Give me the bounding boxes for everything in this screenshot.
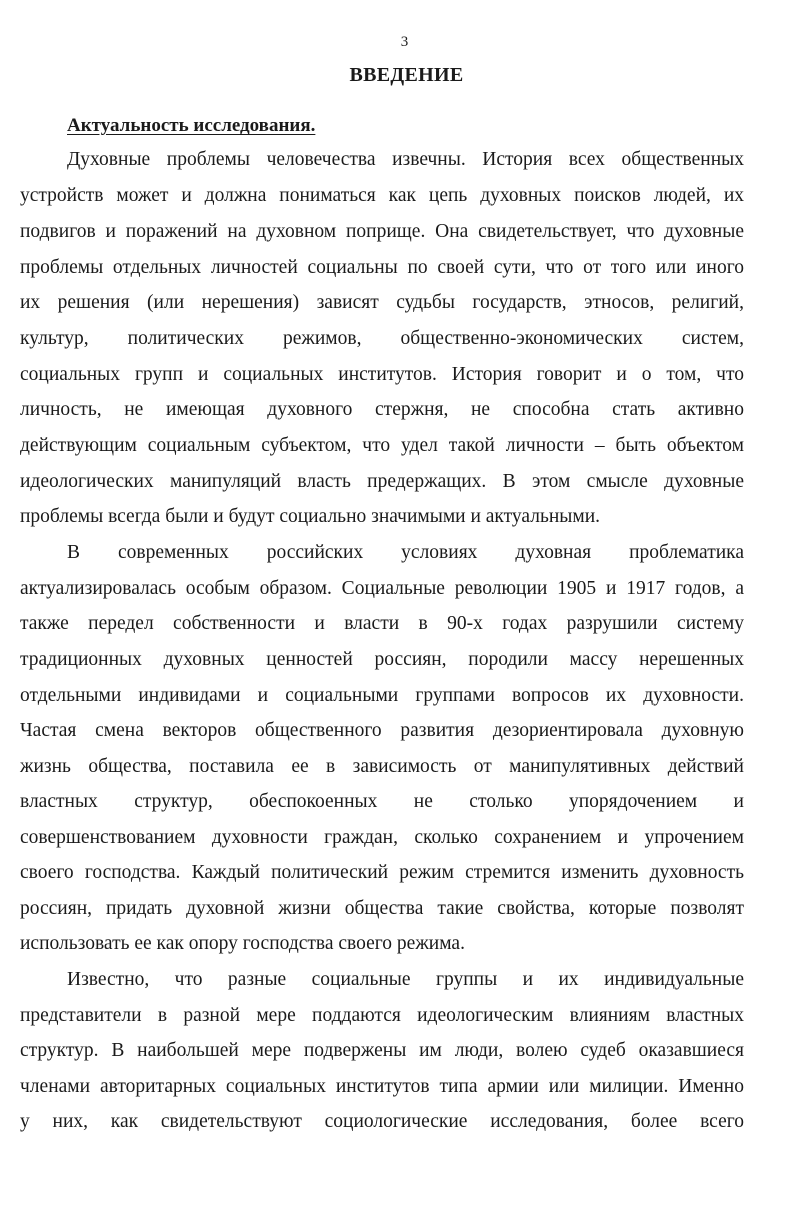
text-line: их решения (или нерешения) зависят судьбы государств, этносов, религий, — [20, 292, 744, 313]
text-line: структур. В наибольшей мере подвержены им люди, волею судеб оказавшиеся — [20, 1040, 744, 1061]
text-line: культур, политических режимов, общественно-экономических систем, — [20, 328, 744, 349]
text-line: проблемы всегда были и будут социально значимыми и актуальными. — [20, 506, 601, 527]
text-line: действующим социальным субъектом, что удел такой личности – быть объектом — [20, 435, 744, 456]
text-line: представители в разной мере поддаются идеологическим влияниям властных — [20, 1005, 744, 1026]
section-heading: Актуальность исследования. — [67, 115, 316, 136]
text-line: использовать ее как опору господства своего режима. — [20, 933, 465, 954]
page-title: ВВЕДЕНИЕ — [349, 64, 464, 86]
text-line: членами авторитарных социальных институтов типа армии или милиции. Именно — [20, 1076, 744, 1097]
text-line: отдельными индивидами и социальными группами вопросов их духовности. — [20, 685, 744, 706]
text-line: идеологических манипуляций власть предержащих. В этом смысле духовные — [20, 471, 744, 492]
text-line: актуализировалась особым образом. Социальные революции 1905 и 1917 годов, а — [20, 578, 744, 599]
text-line: властных структур, обеспокоенных не столько упорядочением и — [20, 791, 744, 812]
text-line: также передел собственности и власти в 90-х годах разрушили систему — [20, 613, 744, 634]
text-line: у них, как свидетельствуют социологические исследования, более всего — [20, 1111, 744, 1132]
text-line: своего господства. Каждый политический режим стремится изменить духовность — [20, 862, 744, 883]
text-line: устройств может и должна пониматься как цепь духовных поисков людей, их — [20, 185, 744, 206]
text-line: жизнь общества, поставила ее в зависимость от манипулятивных действий — [20, 756, 744, 777]
text-line: В современных российских условиях духовная проблематика — [67, 542, 744, 563]
text-line: проблемы отдельных личностей социальны по своей сути, что от того или иного — [20, 257, 744, 278]
text-line: социальных групп и социальных институтов. История говорит и о том, что — [20, 364, 744, 385]
text-line: подвигов и поражений на духовном поприще. Она свидетельствует, что духовные — [20, 221, 744, 242]
text-line: личность, не имеющая духовного стержня, не способна стать активно — [20, 399, 744, 420]
text-line: россиян, придать духовной жизни общества такие свойства, которые позволят — [20, 898, 744, 919]
text-line: традиционных духовных ценностей россиян, породили массу нерешенных — [20, 649, 744, 670]
text-line: совершенствованием духовности граждан, сколько сохранением и упрочением — [20, 827, 744, 848]
text-line: Частая смена векторов общественного развития дезориентировала духовную — [20, 720, 744, 741]
page-number: 3 — [400, 34, 409, 50]
text-line: Известно, что разные социальные группы и их индивидуальные — [67, 969, 744, 990]
text-line: Духовные проблемы человечества извечны. История всех общественных — [67, 149, 744, 170]
